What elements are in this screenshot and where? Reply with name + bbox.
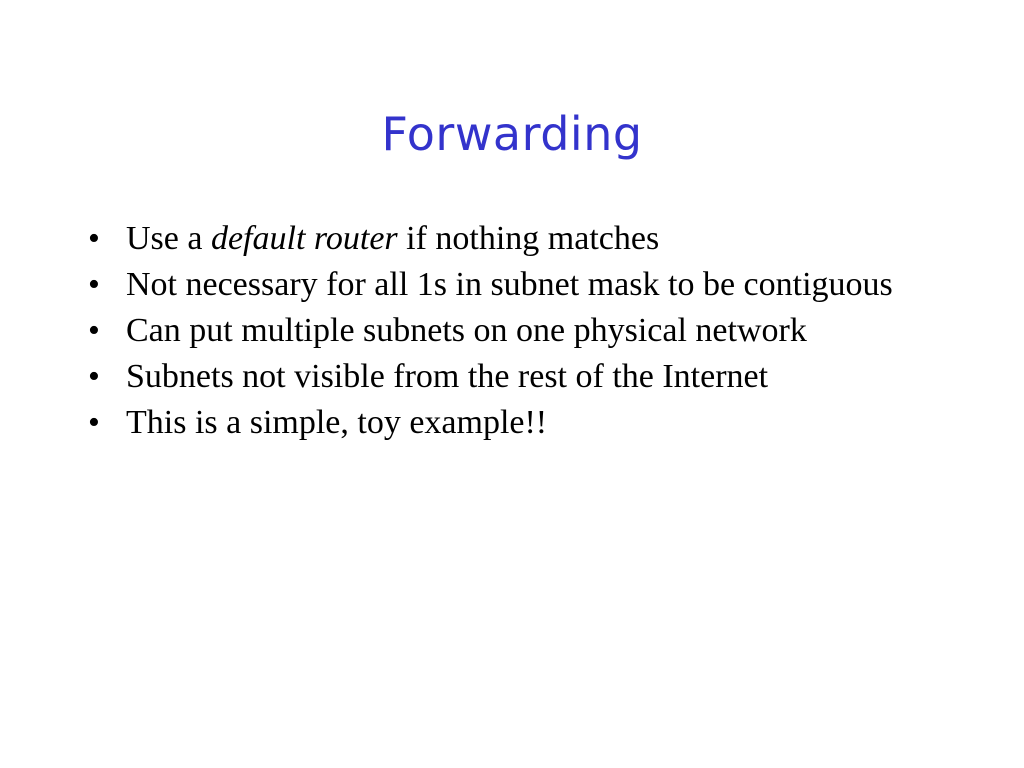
bullet-item-toy-example — [88, 406, 948, 440]
bullet-item-default-router — [88, 222, 948, 256]
bullet-text: Can put multiple subnets on one physical network — [126, 312, 807, 349]
bullet-text-emphasis: default router — [210, 220, 398, 257]
bullet-text-pre: Use a — [126, 220, 211, 257]
slide-title: Forwarding — [381, 107, 643, 161]
bullet-text: Not necessary for all 1s in subnet mask to be contiguous — [126, 266, 893, 303]
bullet-list — [88, 222, 948, 452]
bullet-icon: • — [88, 220, 100, 257]
bullet-item-subnets-not-visible — [88, 360, 948, 394]
bullet-item-subnet-mask — [88, 268, 948, 302]
bullet-item-multiple-subnets — [88, 314, 948, 348]
bullet-icon: • — [88, 312, 100, 349]
bullet-text-post: if nothing matches — [397, 220, 660, 257]
bullet-text: This is a simple, toy example!! — [126, 404, 548, 441]
bullet-icon: • — [88, 266, 100, 303]
bullet-icon: • — [88, 404, 100, 441]
bullet-text: Subnets not visible from the rest of the Internet — [126, 358, 769, 395]
bullet-icon: • — [88, 358, 100, 395]
